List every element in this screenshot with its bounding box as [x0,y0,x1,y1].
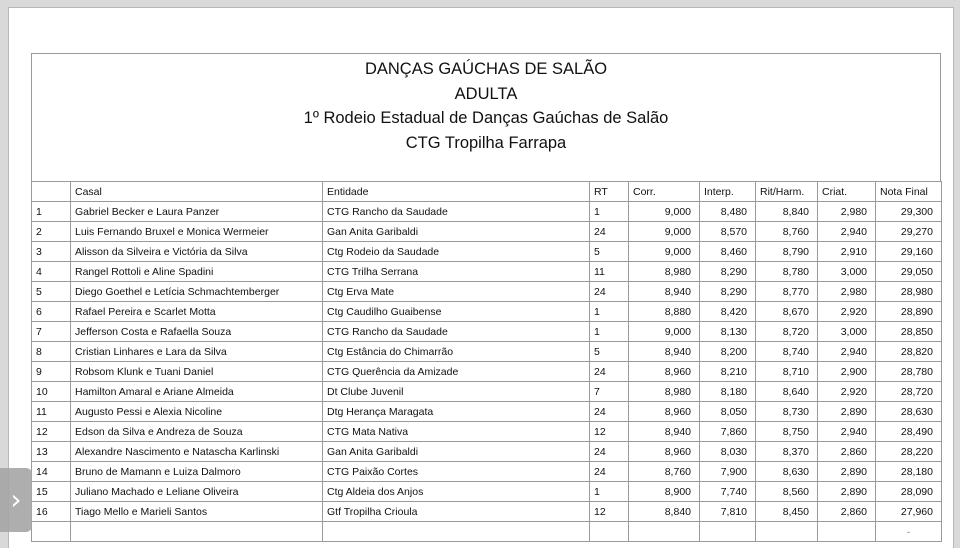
table-cell [629,522,700,542]
table-cell: Ctg Rodeio da Saudade [323,242,590,262]
table-cell: 7,860 [700,422,756,442]
table-cell: 8,760 [756,222,818,242]
side-panel-toggle[interactable] [0,468,32,532]
table-cell: Tiago Mello e Marieli Santos [71,502,323,522]
column-header: Nota Final [876,182,942,202]
table-cell: 8,200 [700,342,756,362]
table-cell: 2,920 [818,302,876,322]
table-cell: 14 [32,462,71,482]
table-cell: 8,290 [700,262,756,282]
table-cell: 8,900 [629,482,700,502]
table-cell [590,522,629,542]
table-cell: 8,030 [700,442,756,462]
table-cell: Alisson da Silveira e Victória da Silva [71,242,323,262]
table-cell: 5 [32,282,71,302]
table-row [32,442,942,462]
table-cell: 7 [32,322,71,342]
table-cell: Rangel Rottoli e Aline Spadini [71,262,323,282]
table-cell: 11 [590,262,629,282]
empty-row [32,522,942,542]
table-cell: 8,960 [629,442,700,462]
table-cell: 28,890 [876,302,942,322]
table-cell: 2,920 [818,382,876,402]
table-cell: 8,420 [700,302,756,322]
host-title: CTG Tropilha Farrapa [405,133,567,152]
table-cell: 8,210 [700,362,756,382]
table-cell: 9,000 [629,222,700,242]
table-cell: 8,180 [700,382,756,402]
table-cell: 28,090 [876,482,942,502]
table-cell: 24 [590,402,629,422]
table-cell: 8,780 [756,262,818,282]
table-cell: 8,940 [629,342,700,362]
table-cell: CTG Rancho da Saudade [323,322,590,342]
table-cell: 1 [590,302,629,322]
table-cell: 3,000 [818,322,876,342]
table-cell: 2,940 [818,422,876,442]
table-cell: 8,290 [700,282,756,302]
table-cell: Gan Anita Garibaldi [323,442,590,462]
table-cell [756,522,818,542]
table-cell: 8,940 [629,422,700,442]
table-cell: 2,890 [818,402,876,422]
table-row [32,482,942,502]
table-cell: 8,740 [756,342,818,362]
table-cell: 28,180 [876,462,942,482]
table-cell: 2,980 [818,282,876,302]
table-cell: Alexandre Nascimento e Natascha Karlinski [71,442,323,462]
table-cell: Juliano Machado e Leliane Oliveira [71,482,323,502]
table-row [32,302,942,322]
table-cell: 24 [590,222,629,242]
table-cell: 9 [32,362,71,382]
table-cell: 8,980 [629,382,700,402]
table-row [32,262,942,282]
table-cell: 7,740 [700,482,756,502]
sheet-header [31,53,941,181]
table-cell: 24 [590,442,629,462]
table-row [32,502,942,522]
table-row [32,242,942,262]
table-cell: 2,890 [818,462,876,482]
table-cell: Dt Clube Juvenil [323,382,590,402]
table-cell: 24 [590,282,629,302]
document-page [8,7,954,548]
table-cell: 8,960 [629,362,700,382]
table-cell: 12 [590,502,629,522]
table-cell: 8,840 [629,502,700,522]
table-cell: 24 [590,462,629,482]
table-cell: 2,940 [818,342,876,362]
table-cell: Cristian Linhares e Lara da Silva [71,342,323,362]
table-cell: 8,730 [756,402,818,422]
table-cell: 24 [590,362,629,382]
table-cell [323,522,590,542]
table-cell: 2,940 [818,222,876,242]
table-cell: 12 [590,422,629,442]
table-cell: 8,450 [756,502,818,522]
table-cell: 6 [32,302,71,322]
table-cell: 5 [590,242,629,262]
table-cell: 10 [32,382,71,402]
table-cell: CTG Querência da Amizade [323,362,590,382]
table-cell: 1 [32,202,71,222]
table-cell: Dtg Herança Maragata [323,402,590,422]
table-cell: 28,490 [876,422,942,442]
table-cell: 29,300 [876,202,942,222]
table-cell: Edson da Silva e Andreza de Souza [71,422,323,442]
table-cell: 8,560 [756,482,818,502]
table-cell: 8,720 [756,322,818,342]
column-header: Casal [71,182,323,202]
table-cell: Augusto Pessi e Alexia Nicoline [71,402,323,422]
table-cell: Gtf Tropilha Crioula [323,502,590,522]
division-title: ADULTA [454,84,518,103]
table-cell: 28,780 [876,362,942,382]
table-cell: 8,790 [756,242,818,262]
table-cell: - [876,522,942,542]
table-cell: Gabriel Becker e Laura Panzer [71,202,323,222]
table-cell: 8,370 [756,442,818,462]
table-cell: 28,630 [876,402,942,422]
table-cell: 8,840 [756,202,818,222]
table-cell: 28,220 [876,442,942,462]
table-cell: 8,570 [700,222,756,242]
table-cell [32,522,71,542]
table-cell: 29,270 [876,222,942,242]
table-row [32,322,942,342]
table-cell: 12 [32,422,71,442]
results-table [31,181,942,542]
table-cell: 8,710 [756,362,818,382]
table-cell: 8,880 [629,302,700,322]
table-cell: 8,130 [700,322,756,342]
table-cell: 2,860 [818,442,876,462]
table-cell: 3,000 [818,262,876,282]
table-row [32,362,942,382]
table-cell: 8,480 [700,202,756,222]
table-cell: 8,050 [700,402,756,422]
column-header: RT [590,182,629,202]
column-header: Rit/Harm. [756,182,818,202]
table-cell: Jefferson Costa e Rafaella Souza [71,322,323,342]
table-cell: Rafael Pereira e Scarlet Motta [71,302,323,322]
table-cell: 8,940 [629,282,700,302]
table-cell: 27,960 [876,502,942,522]
table-cell: 15 [32,482,71,502]
table-cell: Hamilton Amaral e Ariane Almeida [71,382,323,402]
table-cell: 8,630 [756,462,818,482]
table-cell: Gan Anita Garibaldi [323,222,590,242]
column-header: Criat. [818,182,876,202]
table-row [32,202,942,222]
table-row [32,422,942,442]
table-cell: Ctg Caudilho Guaibense [323,302,590,322]
table-row [32,342,942,362]
table-cell: 11 [32,402,71,422]
table-cell: 9,000 [629,202,700,222]
table-cell: CTG Trilha Serrana [323,262,590,282]
table-row [32,382,942,402]
table-cell: 28,850 [876,322,942,342]
table-cell [71,522,323,542]
table-cell: 2,890 [818,482,876,502]
table-cell: 7,900 [700,462,756,482]
table-cell: 7,810 [700,502,756,522]
table-cell: 8,640 [756,382,818,402]
table-cell: 8 [32,342,71,362]
table-cell: 5 [590,342,629,362]
column-header: Entidade [323,182,590,202]
table-cell: 9,000 [629,322,700,342]
table-cell: 2 [32,222,71,242]
table-cell: 8,460 [700,242,756,262]
table-cell: 28,720 [876,382,942,402]
results-sheet [31,53,941,542]
table-cell: CTG Paixão Cortes [323,462,590,482]
table-cell: 1 [590,202,629,222]
table-cell: 4 [32,262,71,282]
column-header: Corr. [629,182,700,202]
table-cell: Diego Goethel e Letícia Schmachtemberger [71,282,323,302]
table-row [32,282,942,302]
table-cell: Ctg Erva Mate [323,282,590,302]
column-header [32,182,71,202]
table-cell: Ctg Aldeia dos Anjos [323,482,590,502]
table-cell: 2,900 [818,362,876,382]
column-header: Interp. [700,182,756,202]
table-cell: 9,000 [629,242,700,262]
event-title: 1º Rodeio Estadual de Danças Gaúchas de Salão [303,109,669,127]
table-cell: 2,910 [818,242,876,262]
table-cell: CTG Rancho da Saudade [323,202,590,222]
table-header-row [32,182,942,202]
table-cell: 7 [590,382,629,402]
chevron-right-icon: › [10,483,22,516]
table-cell: 8,760 [629,462,700,482]
table-row [32,222,942,242]
table-cell: Robsom Klunk e Tuani Daniel [71,362,323,382]
table-cell: CTG Mata Nativa [323,422,590,442]
table-row [32,462,942,482]
table-cell: Ctg Estância do Chimarrão [323,342,590,362]
table-cell: 3 [32,242,71,262]
table-cell: 28,820 [876,342,942,362]
table-cell: 2,860 [818,502,876,522]
category-title: DANÇAS GAÚCHAS DE SALÃO [364,60,608,78]
table-cell: 8,670 [756,302,818,322]
table-cell: 8,750 [756,422,818,442]
table-cell: 13 [32,442,71,462]
table-cell: Bruno de Mamann e Luiza Dalmoro [71,462,323,482]
table-cell: Luis Fernando Bruxel e Monica Wermeier [71,222,323,242]
table-cell: 29,050 [876,262,942,282]
table-cell: 2,980 [818,202,876,222]
table-cell: 8,770 [756,282,818,302]
table-cell: 29,160 [876,242,942,262]
table-cell [700,522,756,542]
table-cell: 8,980 [629,262,700,282]
table-row [32,402,942,422]
table-cell [818,522,876,542]
table-cell: 28,980 [876,282,942,302]
table-cell: 1 [590,482,629,502]
table-cell: 1 [590,322,629,342]
table-cell: 16 [32,502,71,522]
table-cell: 8,960 [629,402,700,422]
